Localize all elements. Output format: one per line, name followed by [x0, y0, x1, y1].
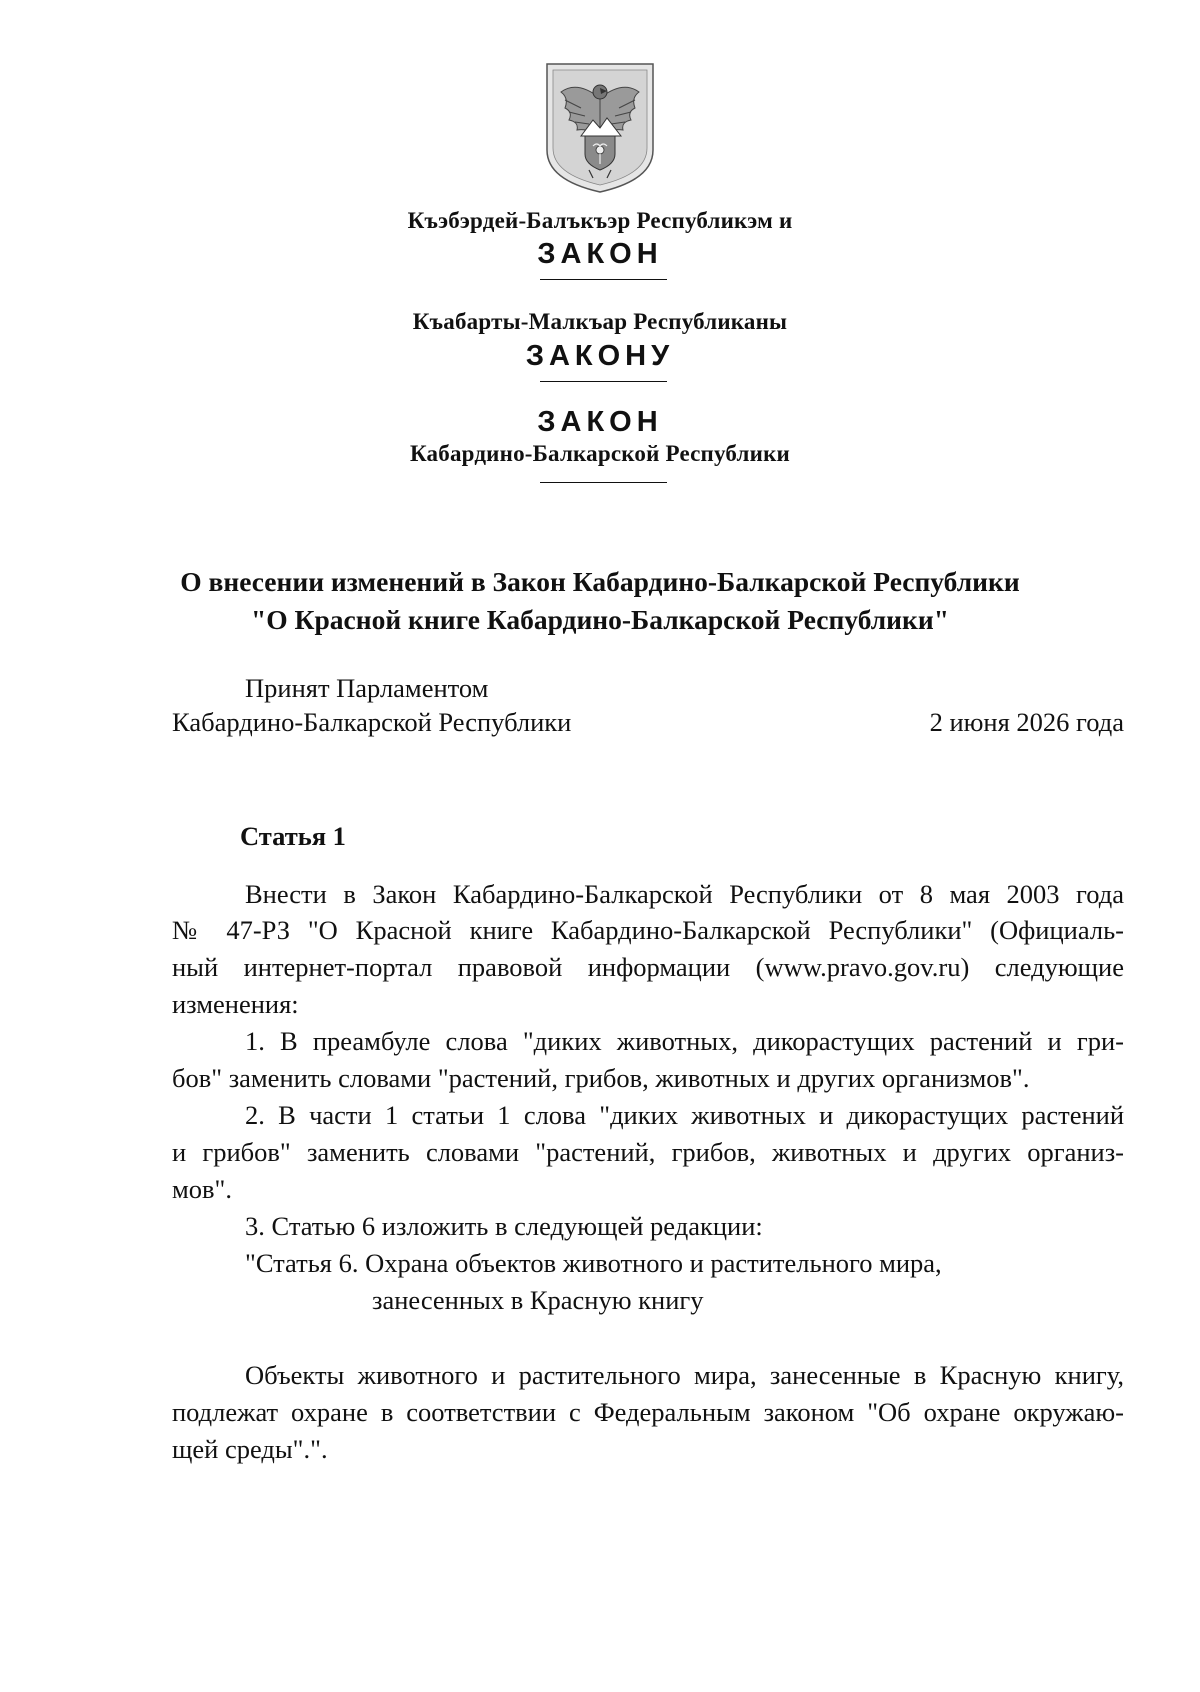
header-line-russian: Кабардино-Балкарской Республики — [409, 441, 790, 466]
header-rule-2 — [540, 381, 667, 382]
intro-line-2: № 47-РЗ "О Красной книге Кабардино-Балкарской Республики" (Официаль- — [172, 915, 1124, 945]
header-line-kabardian: Къэбэрдей-Балъкъэр Республикэм и — [407, 208, 793, 233]
item2-line-1: 2. В части 1 статьи 1 слова "диких животных и дикорастущих растений — [245, 1100, 1124, 1130]
item3-line: 3. Статью 6 изложить в следующей редакции: — [245, 1211, 763, 1241]
item2-line-3: мов". — [172, 1174, 232, 1204]
article-heading: Статья 1 — [240, 821, 346, 851]
quote-heading-line-1: "Статья 6. Охрана объектов животного и растительного мира, — [245, 1248, 942, 1278]
coat-of-arms-emblem — [541, 58, 659, 196]
item1-line-1: 1. В преамбуле слова "диких животных, дикорастущих растений и гри- — [245, 1026, 1124, 1056]
quote-body-line-2: подлежат охране в соответствии с Федеральным законом "Об охране окружаю- — [172, 1397, 1124, 1427]
adoption-line-2: Кабардино-Балкарской Республики — [172, 707, 572, 737]
header-line-balkar: Къабарты-Малкъар Республиканы — [412, 309, 788, 334]
intro-line-4: изменения: — [172, 989, 299, 1019]
adoption-date: 2 июня 2026 года — [929, 707, 1124, 737]
intro-line-1: Внести в Закон Кабардино-Балкарской Республики от 8 мая 2003 года — [245, 879, 1124, 909]
law-title-line-2: "О Красной книге Кабардино-Балкарской Республики" — [251, 604, 949, 635]
adoption-line-1: Принят Парламентом — [245, 673, 489, 703]
header-zakon-russian: ЗАКОН — [537, 406, 663, 438]
header-zakonu-balkar: ЗАКОНУ — [525, 340, 675, 372]
law-title-line-1: О внесении изменений в Закон Кабардино-Балкарской Республики — [180, 566, 1020, 597]
intro-line-3: ный интернет-портал правовой информации (www.pravo.gov.ru) следующие — [172, 952, 1124, 982]
header-zakon-kabardian: ЗАКОН — [537, 238, 663, 270]
quote-body-line-3: щей среды".". — [172, 1434, 328, 1464]
item1-line-2: бов" заменить словами "растений, грибов, животных и других организмов". — [172, 1063, 1030, 1093]
header-rule-3 — [540, 482, 667, 483]
quote-body-line-1: Объекты животного и растительного мира, занесенные в Красную книгу, — [245, 1360, 1124, 1390]
header-rule-1 — [540, 279, 667, 280]
quote-heading-line-2: занесенных в Красную книгу — [372, 1285, 704, 1315]
item2-line-2: и грибов" заменить словами "растений, грибов, животных и других организ- — [172, 1137, 1124, 1167]
